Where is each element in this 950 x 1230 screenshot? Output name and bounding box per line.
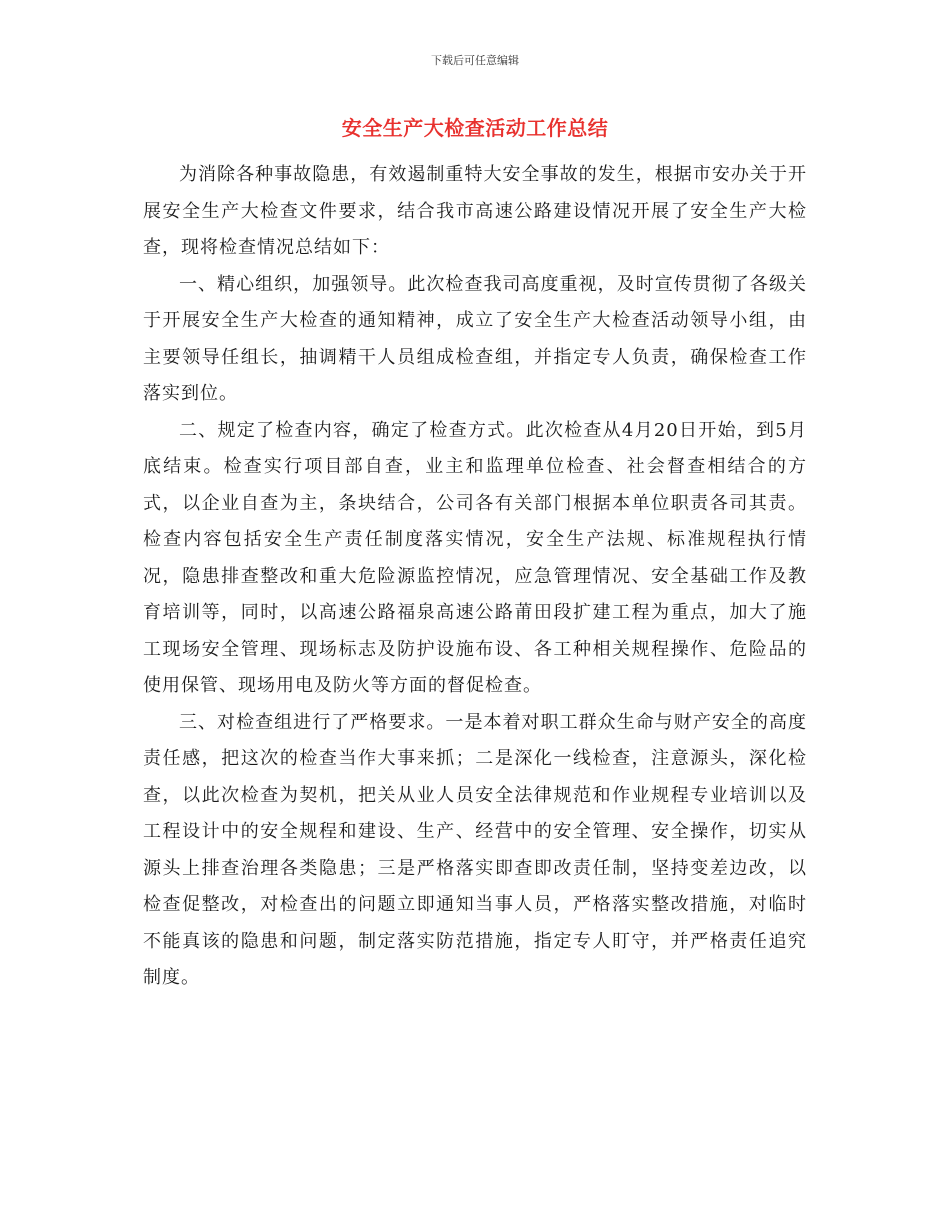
paragraph-section-2: 二、规定了检查内容，确定了检查方式。此次检查从4月20日开始，到5月底结束。检查实行项目部自查，业主和监理单位检查、社会督查相结合的方式，以企业自查为主，条块结合，公司各有关部门根据本单位职责各司其责。检查内容包括安全生产责任制度落实情况，安全生产法规、标准规程执行情况，隐患排查整改和重大危险源监控情况，应急管理情况、安全基础工作及教育培训等，同时，以高速公路福泉高速公路莆田段扩建工程为重点，加大了施工现场安全管理、现场标志及防护设施布设、各工种相关规程操作、危险品的使用保管、现场用电及防火等方面的督促检查。 <box>143 419 807 696</box>
page-header: 下载后可任意编辑 <box>431 54 519 67</box>
paragraph-section-1: 一、精心组织，加强领导。此次检查我司高度重视，及时宣传贯彻了各级关于开展安全生产大检查的通知精神，成立了安全生产大检查活动领导小组，由主要领导任组长，抽调精干人员组成检查组，并指定专人负责，确保检查工作落实到位。 <box>143 273 807 404</box>
document-body <box>143 157 807 997</box>
document-title: 安全生产大检查活动工作总结 <box>341 116 609 140</box>
paragraph-intro: 为消除各种事故隐患，有效遏制重特大安全事故的发生，根据市安办关于开展安全生产大检查文件要求，结合我市高速公路建设情况开展了安全生产大检查，现将检查情况总结如下： <box>143 164 807 258</box>
paragraph-section-3: 三、对检查组进行了严格要求。一是本着对职工群众生命与财产安全的高度责任感，把这次的检查当作大事来抓；二是深化一线检查，注意源头，深化检查，以此次检查为契机，把关从业人员安全法律规范和作业规程专业培训以及工程设计中的安全规程和建设、生产、经营中的安全管理、安全操作，切实从源头上排查治理各类隐患；三是严格落实即查即改责任制，坚持变差边改，以检查促整改，对检查出的问题立即通知当事人员，严格落实整改措施，对临时不能真该的隐患和问题，制定落实防范措施，指定专人盯守，并严格责任追究制度。 <box>143 711 807 988</box>
